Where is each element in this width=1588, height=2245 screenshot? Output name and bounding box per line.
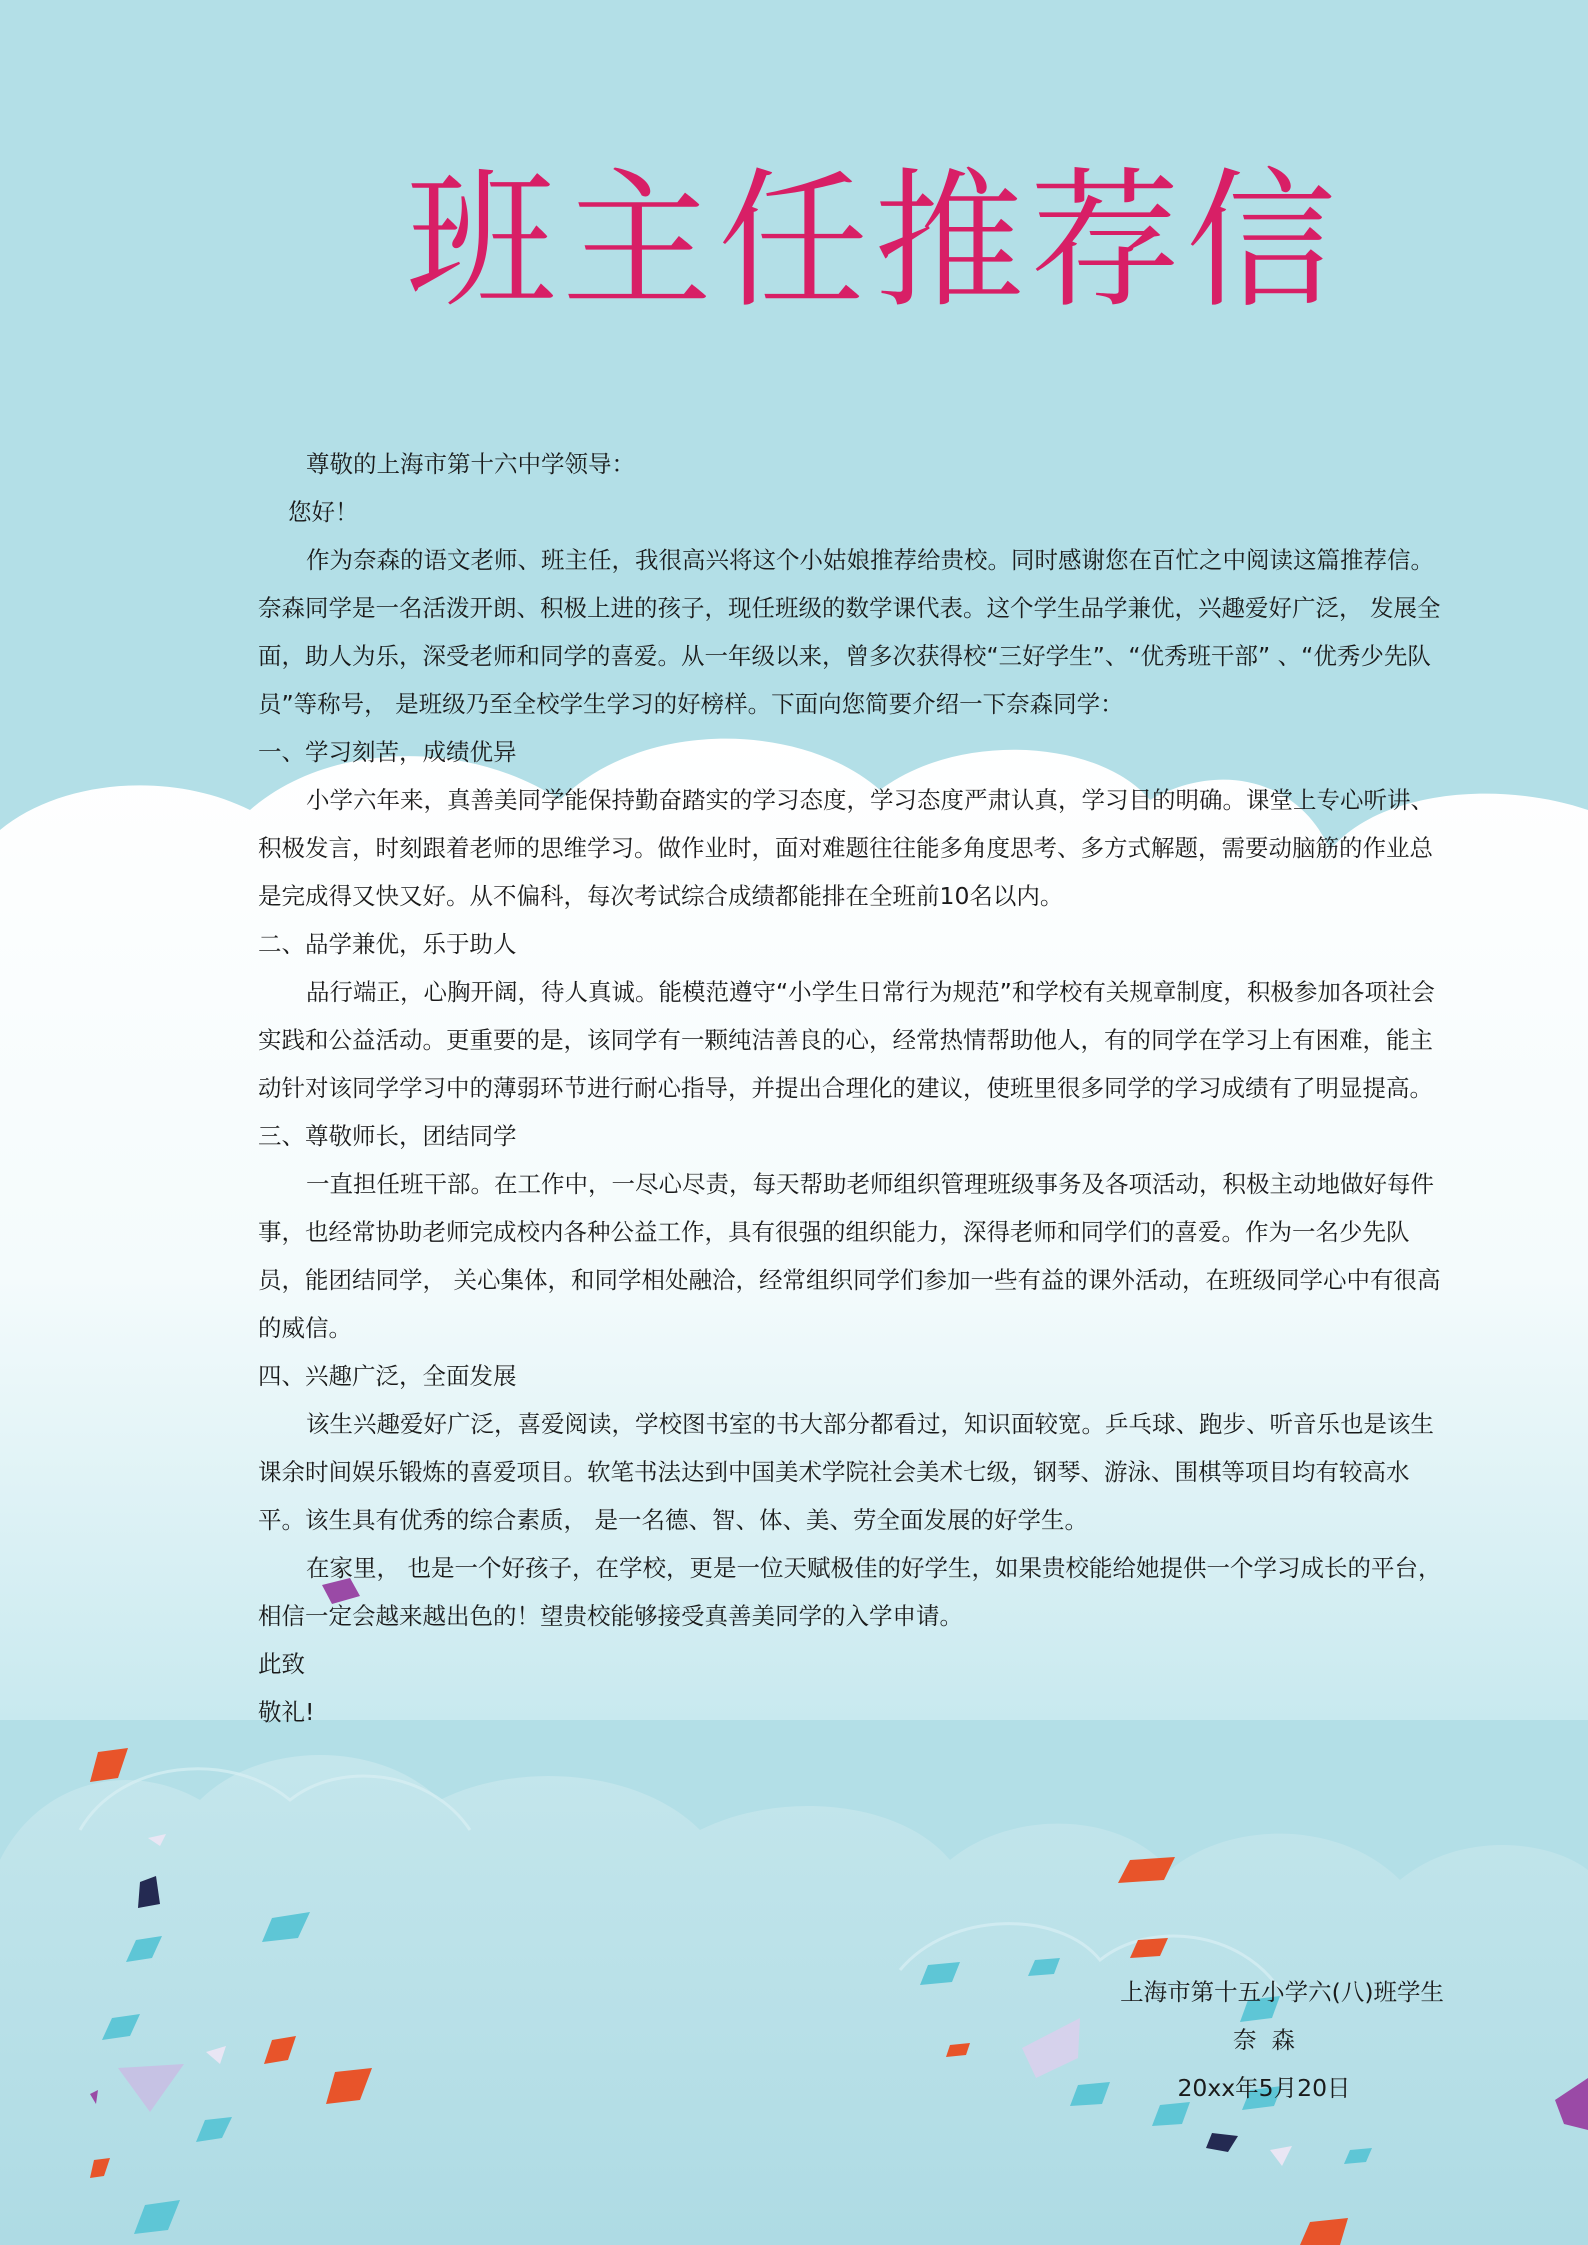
letter-body: [258, 440, 1442, 1736]
signature-school: 上海市第十五小学六(八)班学生: [1120, 1978, 1444, 2006]
signature-date: 20xx年5月20日: [1177, 2074, 1351, 2102]
section-body: 品行端正，心胸开阔，待人真诚。能模范遵守“小学生日常行为规范”和学校有关规章制度，积极参加各项社会实践和公益活动。更重要的是，该同学有一颗纯洁善良的心，经常热情帮助他人，有的同学在学习上有困难，能主动针对该同学学习中的薄弱环节进行耐心指导，并提出合理化的建议，使班里很多同学的学习成绩有了明显提高。: [258, 978, 1435, 1102]
intro-paragraph: 作为奈森的语文老师、班主任，我很高兴将这个小姑娘推荐给贵校。同时感谢您在百忙之中阅读这篇推荐信。: [306, 546, 1434, 574]
overview-paragraph: 奈森同学是一名活泼开朗、积极上进的孩子，现任班级的数学课代表。这个学生品学兼优，兴趣爱好广泛， 发展全面，助人为乐，深受老师和同学的喜爱。从一年级以来，曾多次获得校“三好学生”、“优秀班干部” 、“优秀少先队员”等称号， 是班级乃至全校学生学习的好榜样。下面向您简要介绍一下奈森同学：: [258, 594, 1441, 718]
closing-line-1: 此致: [258, 1650, 305, 1678]
salutation: 尊敬的上海市第十六中学领导：: [306, 450, 635, 478]
closing-paragraph: 在家里， 也是一个好孩子，在学校，更是一位天赋极佳的好学生，如果贵校能给她提供一个学习成长的平台， 相信一定会越来越出色的！望贵校能够接受真善美同学的入学申请。: [258, 1554, 1442, 1630]
closing-line-2: 敬礼!: [258, 1698, 315, 1726]
section-body: 小学六年来，真善美同学能保持勤奋踏实的学习态度，学习态度严肃认真，学习目的明确。课堂上专心听讲、积极发言，时刻跟着老师的思维学习。做作业时，面对难题往往能多角度思考、多方式解题，需要动脑筋的作业总是完成得又快又好。从不偏科，每次考试综合成绩都能排在全班前10名以内。: [258, 786, 1434, 910]
section-heading: 一、学习刻苦，成绩优异: [258, 738, 517, 766]
section-body: 一直担任班干部。在工作中，一尽心尽责，每天帮助老师组织管理班级事务及各项活动，积极主动地做好每件事，也经常协助老师完成校内各种公益工作，具有很强的组织能力，深得老师和同学们的喜爱。作为一名少先队员，能团结同学， 关心集体，和同学相处融洽，经常组织同学们参加一些有益的课外活动，在班级同学心中有很高的威信。: [258, 1170, 1441, 1342]
page-title: 班主任推荐信: [405, 155, 1342, 329]
signature-block: [1084, 1968, 1444, 2112]
greeting: 您好！: [288, 498, 359, 526]
section-heading: 三、尊敬师长，团结同学: [258, 1122, 517, 1150]
signature-name: 奈 森: [1233, 2026, 1295, 2054]
section-body: 该生兴趣爱好广泛，喜爱阅读，学校图书室的书大部分都看过，知识面较宽。乒乓球、跑步、听音乐也是该生课余时间娱乐锻炼的喜爱项目。软笔书法达到中国美术学院社会美术七级，钢琴、游泳、围棋等项目均有较高水平。该生具有优秀的综合素质， 是一名德、智、体、美、劳全面发展的好学生。: [258, 1410, 1434, 1534]
section-heading: 二、品学兼优，乐于助人: [258, 930, 517, 958]
section-heading: 四、兴趣广泛，全面发展: [258, 1362, 517, 1390]
